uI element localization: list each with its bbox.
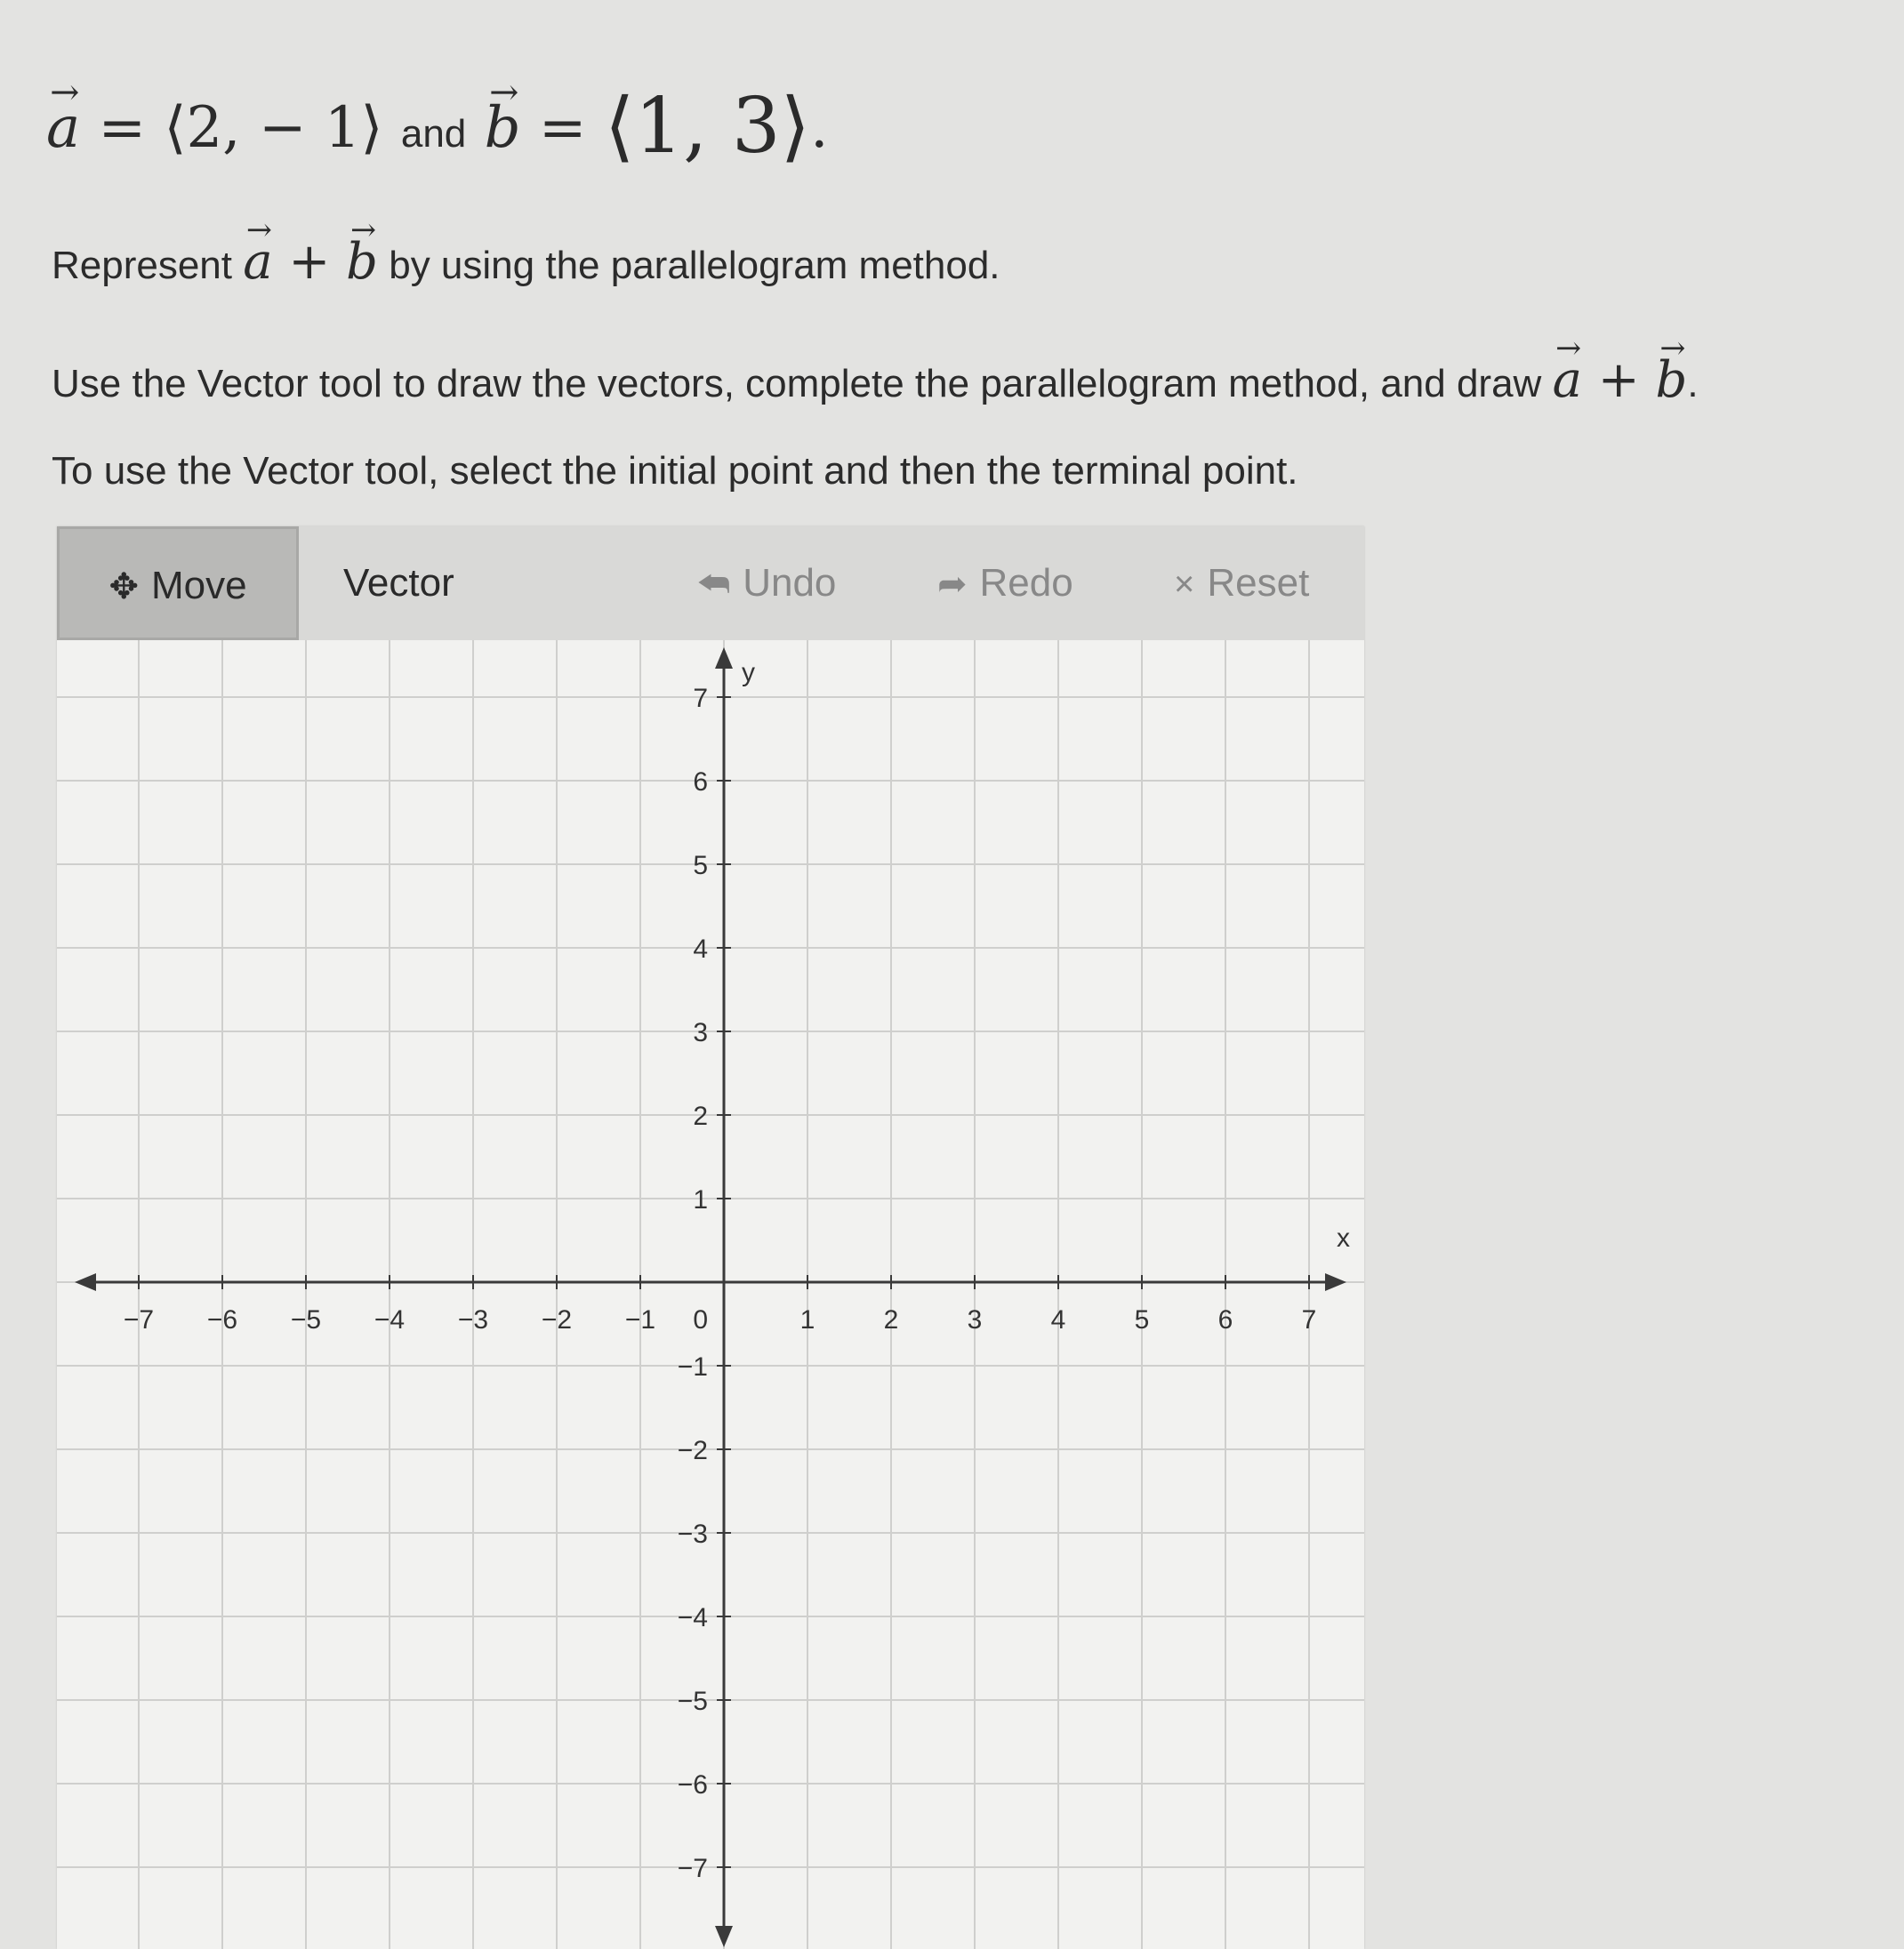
- vector-a-symbol-3: → a: [1553, 351, 1582, 409]
- y-tick-label: 7: [693, 684, 708, 713]
- equals-sign-a: =: [80, 95, 165, 161]
- x-tick-label: 7: [1301, 1305, 1317, 1335]
- x-tick-label: −1: [624, 1305, 656, 1335]
- move-tool-label: Move: [150, 564, 247, 607]
- instruction-2-after: .: [1687, 362, 1699, 405]
- reset-label: Reset: [1207, 561, 1310, 605]
- x-tick-label: 6: [1217, 1305, 1233, 1335]
- move-tool-button[interactable]: [57, 526, 299, 640]
- x-axis-label: x: [1337, 1223, 1350, 1253]
- vector-tool-button[interactable]: [343, 526, 454, 640]
- y-tick-label: −5: [677, 1687, 708, 1716]
- x-tick-label: 4: [1050, 1305, 1066, 1335]
- x-tick-label: 5: [1134, 1305, 1150, 1335]
- y-tick-label: −7: [677, 1854, 708, 1883]
- y-tick-label: −3: [677, 1520, 708, 1549]
- plus-sign: +: [272, 233, 347, 291]
- vector-b-symbol-2: → b: [346, 233, 378, 291]
- instruction-parallelogram: [52, 233, 1000, 291]
- y-axis-label: y: [742, 658, 755, 687]
- vector-a-symbol-2: → a: [243, 233, 272, 291]
- vector-a-value: ⟨2, − 1⟩: [164, 95, 383, 161]
- undo-icon: ⮪: [697, 565, 731, 604]
- redo-button[interactable]: [937, 526, 1073, 640]
- vector-tool-label: Vector: [343, 561, 454, 605]
- y-tick-label: 6: [693, 767, 708, 797]
- redo-label: Redo: [979, 561, 1073, 605]
- x-tick-label: −7: [123, 1305, 155, 1335]
- instruction-vector-tool: [52, 351, 1699, 409]
- problem-statement: [46, 82, 828, 171]
- x-axis-arrow-left: [75, 1273, 96, 1291]
- x-tick-label: 3: [967, 1305, 983, 1335]
- vector-b-value: ⟨1, 3⟩: [604, 82, 811, 171]
- plus-sign-2: +: [1581, 351, 1656, 409]
- instruction-2-before: Use the Vector tool to draw the vectors, complete the parallelogram method, and draw: [52, 362, 1553, 405]
- instruction-1-after: by using the parallelogram method.: [378, 244, 1000, 287]
- x-tick-label: −2: [541, 1305, 573, 1335]
- y-tick-label: 3: [693, 1018, 708, 1047]
- y-tick-label: −2: [677, 1436, 708, 1465]
- y-tick-label: −6: [677, 1770, 708, 1800]
- x-tick-label: −4: [374, 1305, 406, 1335]
- reset-icon: ×: [1174, 565, 1195, 604]
- graphing-widget: [57, 526, 1364, 1949]
- x-tick-label: −5: [290, 1305, 322, 1335]
- coordinate-plane[interactable]: [57, 640, 1364, 1949]
- origin-label: 0: [693, 1305, 708, 1335]
- vector-b-symbol-3: → b: [1655, 351, 1687, 409]
- y-tick-label: 5: [693, 851, 708, 880]
- vector-a-symbol: → a: [46, 95, 80, 161]
- redo-icon: ➦: [937, 565, 968, 604]
- y-tick-label: 1: [693, 1185, 708, 1215]
- x-tick-label: 1: [799, 1305, 815, 1335]
- x-tick-label: −3: [457, 1305, 489, 1335]
- instruction-1-before: Represent: [52, 244, 244, 287]
- graph-toolbar: [57, 526, 1364, 640]
- x-tick-label: 2: [883, 1305, 899, 1335]
- undo-label: Undo: [743, 561, 837, 605]
- y-tick-label: 2: [693, 1102, 708, 1131]
- and-word: and: [400, 112, 467, 156]
- y-axis-arrow-up: [715, 647, 733, 669]
- x-tick-label: −6: [206, 1305, 238, 1335]
- y-axis-arrow-down: [715, 1926, 733, 1947]
- y-tick-label: −1: [677, 1352, 708, 1382]
- x-axis-arrow-right: [1325, 1273, 1346, 1291]
- end-period: .: [810, 95, 829, 161]
- vector-b-symbol: → b: [485, 95, 521, 161]
- move-icon: ✥: [108, 567, 139, 606]
- instruction-select-points: To use the Vector tool, select the initial point and then the terminal point.: [52, 449, 1298, 493]
- y-tick-label: −4: [677, 1603, 708, 1632]
- y-tick-label: 4: [693, 934, 708, 964]
- equals-sign-b: =: [520, 95, 605, 161]
- reset-button[interactable]: [1174, 526, 1309, 640]
- undo-button[interactable]: [697, 526, 836, 640]
